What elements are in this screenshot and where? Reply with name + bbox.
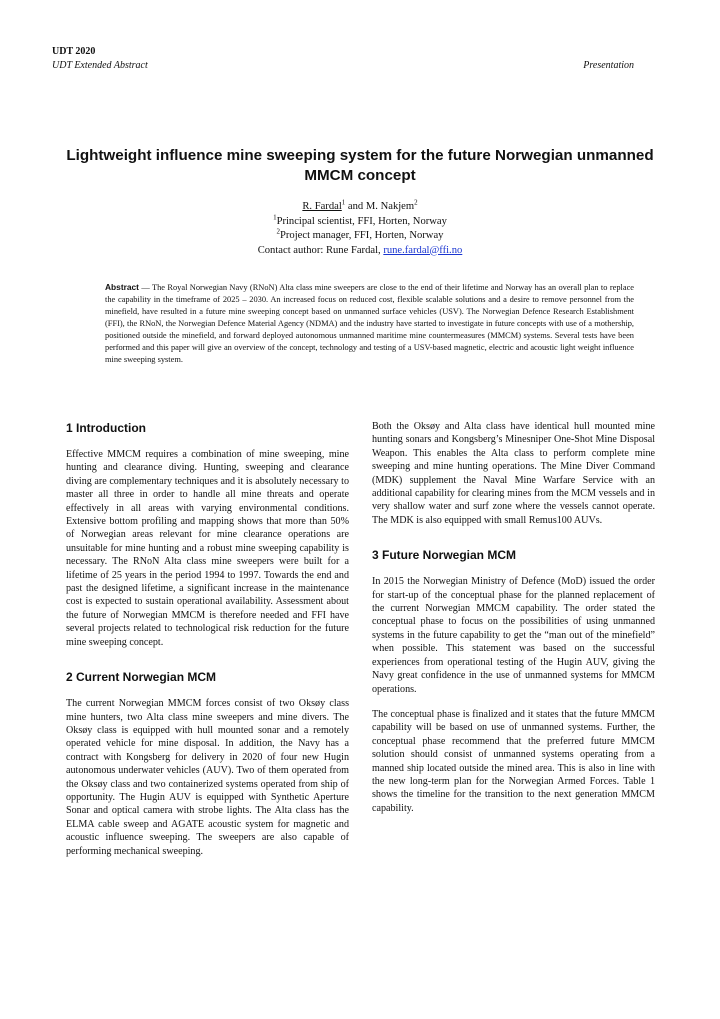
paper-title: Lightweight influence mine sweeping system for the future Norwegian unmanned MMCM concept: [66, 147, 654, 184]
author-1-superscript: 1: [341, 198, 346, 207]
abstract-label: Abstract: [105, 282, 139, 292]
page-header: [52, 45, 634, 73]
future-mcm-paragraph-2: The conceptual phase is finalized and it states that the future MMCM capability will be based on use of unmanned systems. Further, the conceptual phase recommend that the preferred future MMCM solution should consist of unmanned systems operating from a manned ship located outside the mined area. This is also in line with the new long-term plan for the Norwegian Armed Forces. Table 1 shows the timeline for the transition to the next generation MMCM capability.: [372, 708, 655, 814]
affiliation-2-superscript: 2: [276, 227, 281, 236]
header-row: [52, 59, 634, 73]
affiliation-1: [60, 212, 660, 230]
author-line: [60, 200, 660, 215]
conference-name: UDT 2020: [52, 46, 96, 57]
author-name-2: and M. Nakjem: [345, 201, 415, 212]
abstract-text: — The Royal Norwegian Navy (RNoN) Alta class mine sweepers are close to the end of their lifetime and Norway has an overall plan to replace the capability in the timeframe of 2025 – 2030. An increased focus on reduced cost, flexible scalable solutions and a desire to remove personnel from the minefield, have resulted in a future mine sweeping concept based on unmanned surface vehicles (USV). The Norwegian Defence Research Establishment (FFI), the RNoN, the Norwegian Defence Material Agency (NDMA) and the industry have started to investigate in future concepts with use of a mothership, positioned outside the minefield, and forward deployed autonomous unmanned maritime mine countermeasures (MMCM) systems. Several tests have been performed and this paper will give an overview of the concept, technology and testing of a USV-based magnetic, electric and acoustic light weight influence mine sweeping system.: [105, 283, 634, 365]
affiliation-1-superscript: 1: [273, 212, 277, 221]
introduction-paragraph: Effective MMCM requires a combination of mine sweeping, mine hunting and clearance diving. Hunting, sweeping and clearance diving are complementary techniques and it is absolutely necessary to master all three in order to handle all mine threats and operate effectively in all areas with varying environmental conditions. Extensive bottom profiling and mapping shows that more than 50% of Norwegian areas relevant for mine clearance operations are unsuitable for mine hunting and a robust mine sweeping capability is necessary. The RNoN Alta class mine sweepers were built for a lifetime of 25 years in the period 1994 to 1997. Towards the end and past the designed lifetime, a significant increase in the maintenance cost is expected to sustain operational availability. Assessment about the future of Norwegian MMCM is therefore needed and FFI have several projects related to technological risk reduction for the future mine sweeping concept.: [66, 449, 349, 648]
section-heading-future-mcm: 3 Future Norwegian MCM: [372, 548, 517, 563]
author-name-1: R. Fardal: [302, 201, 342, 212]
contact-label: Contact author: Rune Fardal,: [257, 244, 384, 256]
section-heading-introduction: 1 Introduction: [66, 421, 146, 435]
document-type: UDT Extended Abstract: [52, 60, 148, 71]
affiliation-2: [60, 229, 660, 244]
author-block: [60, 200, 660, 258]
contact-line: [60, 244, 660, 259]
current-mcm-paragraph-1: The current Norwegian MMCM forces consist of two Oksøy class mine hunters, two Alta class mine sweepers and mine divers. The Oksøy class is equipped with hull mounted sonar and a remotely operated vehicle for mine disposal. In addition, the Navy has a contract with Kongsberg for delivery in 2020 of four new Hugin autonomous underwater vehicles (AUV). Two of them operated from the Oksøy class and two containerized systems operated from ship of opportunity. The Hugin AUV is equipped with Synthetic Aperture Sonar and optical camera with strobe lights. The Alta class has the ELMA cable sweep and AGATE acoustic system for magnetic and acoustic influence sweeping. The sweepers are also capable of performing mechanical sweeping.: [66, 698, 349, 857]
affiliation-2-text: Project manager, FFI, Horten, Norway: [280, 230, 444, 241]
presentation-category: Presentation: [583, 60, 634, 71]
section-heading-current-mcm: 2 Current Norwegian MCM: [66, 670, 217, 685]
right-column: [372, 420, 655, 815]
left-column: [66, 420, 349, 858]
author-2-superscript: 2: [414, 198, 418, 207]
contact-email-link[interactable]: rune.fardal@ffi.no: [383, 244, 463, 256]
affiliation-1-text: Principal scientist, FFI, Horten, Norway: [276, 215, 447, 227]
future-mcm-paragraph-1: In 2015 the Norwegian Ministry of Defence (MoD) issued the order for start-up of the conceptual phase for the planned replacement of the current Norwegian MMCM capability. The order stated the conceptual phase to focus on the possibilities of using unmanned systems in the future capability to get the “man out of the minefield” when possible. This statement was based on the successful experiences from operational testing of the Hugin AUV, giving the Navy great confidence in the use of unmanned systems for MMCM operations.: [372, 576, 655, 695]
abstract: [105, 281, 634, 366]
current-mcm-paragraph-2: Both the Oksøy and Alta class have identical hull mounted mine hunting sonars and Kongsberg’s Minesniper One-Shot Mine Disposal Weapon. This enables the Alta class to perform complete mine sweeping and mine hunting operations. The Mine Diver Command (MDK) supplement the Naval Mine Warfare Service with an additional capability for clearing mines from the MCM vessels and in very shallow water and surf zone where the vessels cannot operate. The MDK is also equipped with small Remus100 AUVs.: [372, 421, 655, 526]
